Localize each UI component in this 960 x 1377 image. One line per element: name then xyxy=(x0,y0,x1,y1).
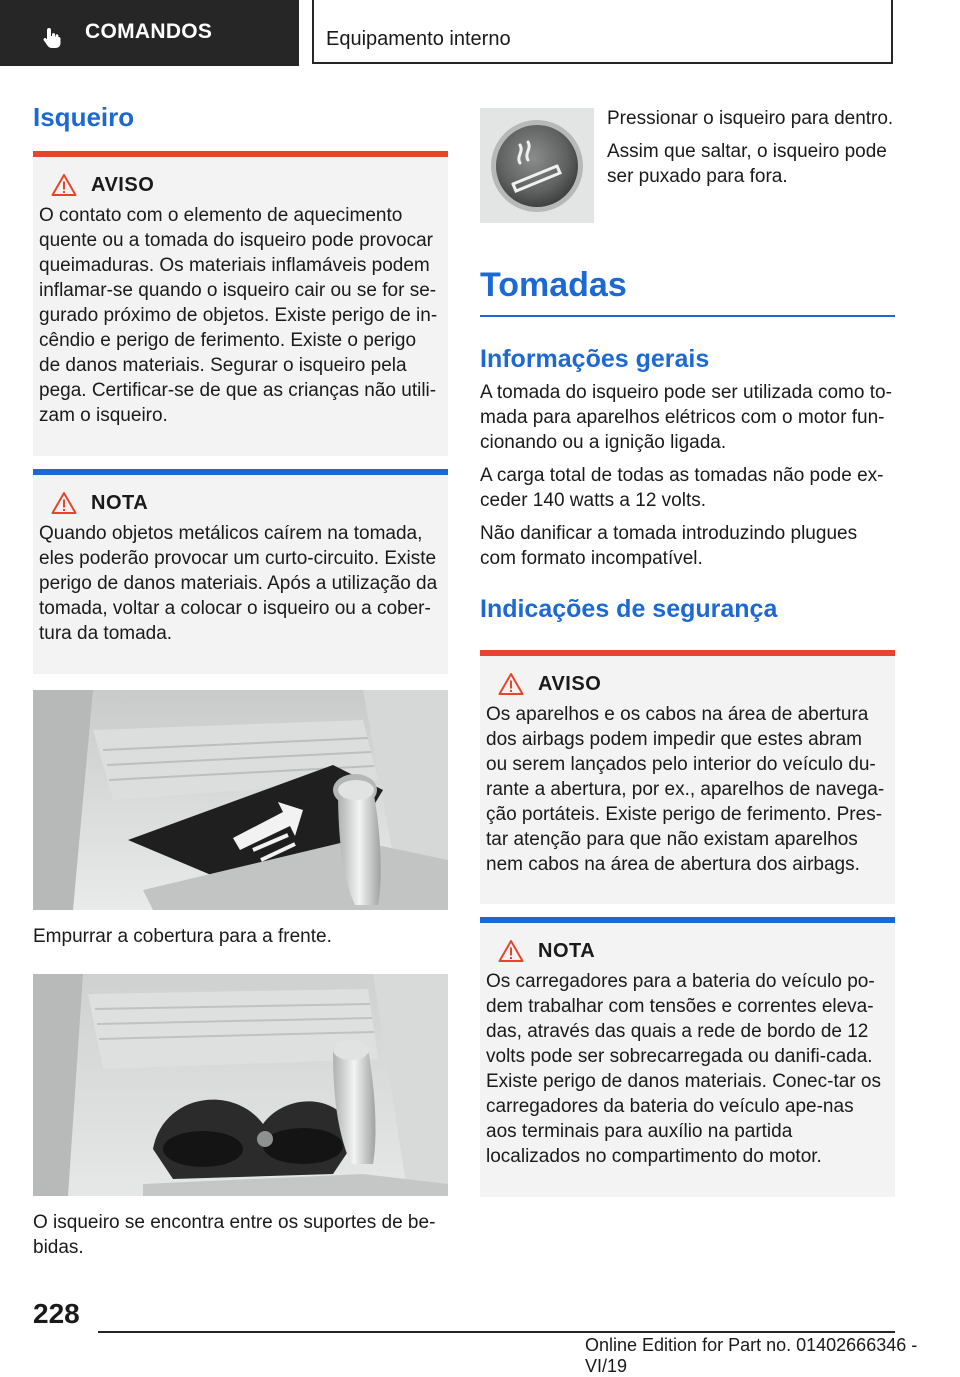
warning-triangle-icon xyxy=(51,491,77,515)
caption-cupholder: O isqueiro se encontra entre os suportes de be‐bidas. xyxy=(33,1212,436,1258)
note-title: NOTA xyxy=(91,491,149,514)
warning-triangle-icon xyxy=(498,939,524,963)
para-general-2: A carga total de todas as tomadas não pode ex‐ceder 140 watts a 12 volts. xyxy=(480,465,884,511)
warning-triangle-icon xyxy=(51,173,77,197)
heading-seguranca: Indicações de segurança xyxy=(480,595,778,623)
hand-pointer-icon xyxy=(40,26,64,50)
section-label: COMANDOS xyxy=(85,20,213,43)
section-tab xyxy=(0,0,299,66)
note-box xyxy=(480,917,895,1197)
heading-informacoes: Informações gerais xyxy=(480,345,710,373)
left-column xyxy=(33,96,448,1260)
lighter-step-2: Assim que saltar, o isqueiro pode ser puxado para fora. xyxy=(607,141,887,187)
warning-title-row xyxy=(498,672,887,696)
note-title-row xyxy=(51,491,440,515)
footer-rule xyxy=(98,1331,895,1333)
note-box xyxy=(33,469,448,674)
warning-box xyxy=(33,151,448,456)
warning-title-row xyxy=(51,173,440,197)
lighter-instructions xyxy=(607,106,897,189)
chapter-label: Equipamento interno xyxy=(326,28,511,50)
chapter-tab xyxy=(312,0,893,64)
caption-cover: Empurrar a cobertura para a frente. xyxy=(33,926,332,947)
heading-rule xyxy=(480,315,895,317)
para-general-3: Não danificar a tomada introduzindo plugues com formato incompatível. xyxy=(480,523,858,569)
lighter-step-1: Pressionar o isqueiro para dentro. xyxy=(607,108,894,129)
heading-isqueiro: Isqueiro xyxy=(33,102,135,132)
note-title: NOTA xyxy=(538,939,596,962)
warning-box xyxy=(480,650,895,904)
footer-edition: Online Edition for Part no. 01402666346 - VI/19 xyxy=(585,1335,918,1376)
warning-text: O contato com o elemento de aquecimento quente ou a tomada do isqueiro pode provocar queimaduras. Os materiais inflamáveis podem inflamar-se quando o isqueiro cair ou se for se‐gurado próximo de objetos. Existe perigo de in‐cêndio e perigo de ferimento. Existe o perigo de danos materiais. Segurar o isqueiro pela pega. Certificar-se de que as crianças não utili‐zam o isqueiro. xyxy=(39,205,438,426)
note-text: Os carregadores para a bateria do veículo po‐dem trabalhar com tensões e correntes eleva‐das, através das quais a rede de bordo de 12 volts pode ser sobrecarregada ou danifi‐cada. Existe perigo de danos materiais. Conec‐tar os carregadores da bateria do veículo ape‐nas aos terminais para auxílio na partida localizados no compartimento do motor. xyxy=(486,971,881,1167)
note-title-row xyxy=(498,939,887,963)
warning-title: AVISO xyxy=(91,173,155,196)
para-general-1: A tomada do isqueiro pode ser utilizada como to‐mada para aparelhos elétricos com o motor fun‐cionando ou a ignição ligada. xyxy=(480,382,892,453)
lighter-image xyxy=(480,108,594,223)
console-cover-image xyxy=(33,690,448,910)
warning-text: Os aparelhos e os cabos na área de abertura dos airbags podem impedir que estes abram ou serem lançados pelo interior do veículo du‐rante a abertura, por ex., aparelhos de navega‐ção portáteis. Existe perigo de ferimento. Pres‐tar atenção para que não existam aparelhos nem cabos na área de abertura dos airbags. xyxy=(486,704,885,875)
heading-tomadas: Tomadas xyxy=(480,266,627,304)
page-number: 228 xyxy=(33,1298,80,1329)
cupholder-image xyxy=(33,974,448,1196)
note-text: Quando objetos metálicos caírem na tomada, eles poderão provocar um curto-circuito. Existe perigo de danos materiais. Após a utilização da tomada, voltar a colocar o isqueiro ou a cober‐tura da tomada. xyxy=(39,523,438,644)
right-column xyxy=(480,266,895,1197)
warning-title: AVISO xyxy=(538,672,602,695)
warning-triangle-icon xyxy=(498,672,524,696)
page-header xyxy=(0,0,960,66)
